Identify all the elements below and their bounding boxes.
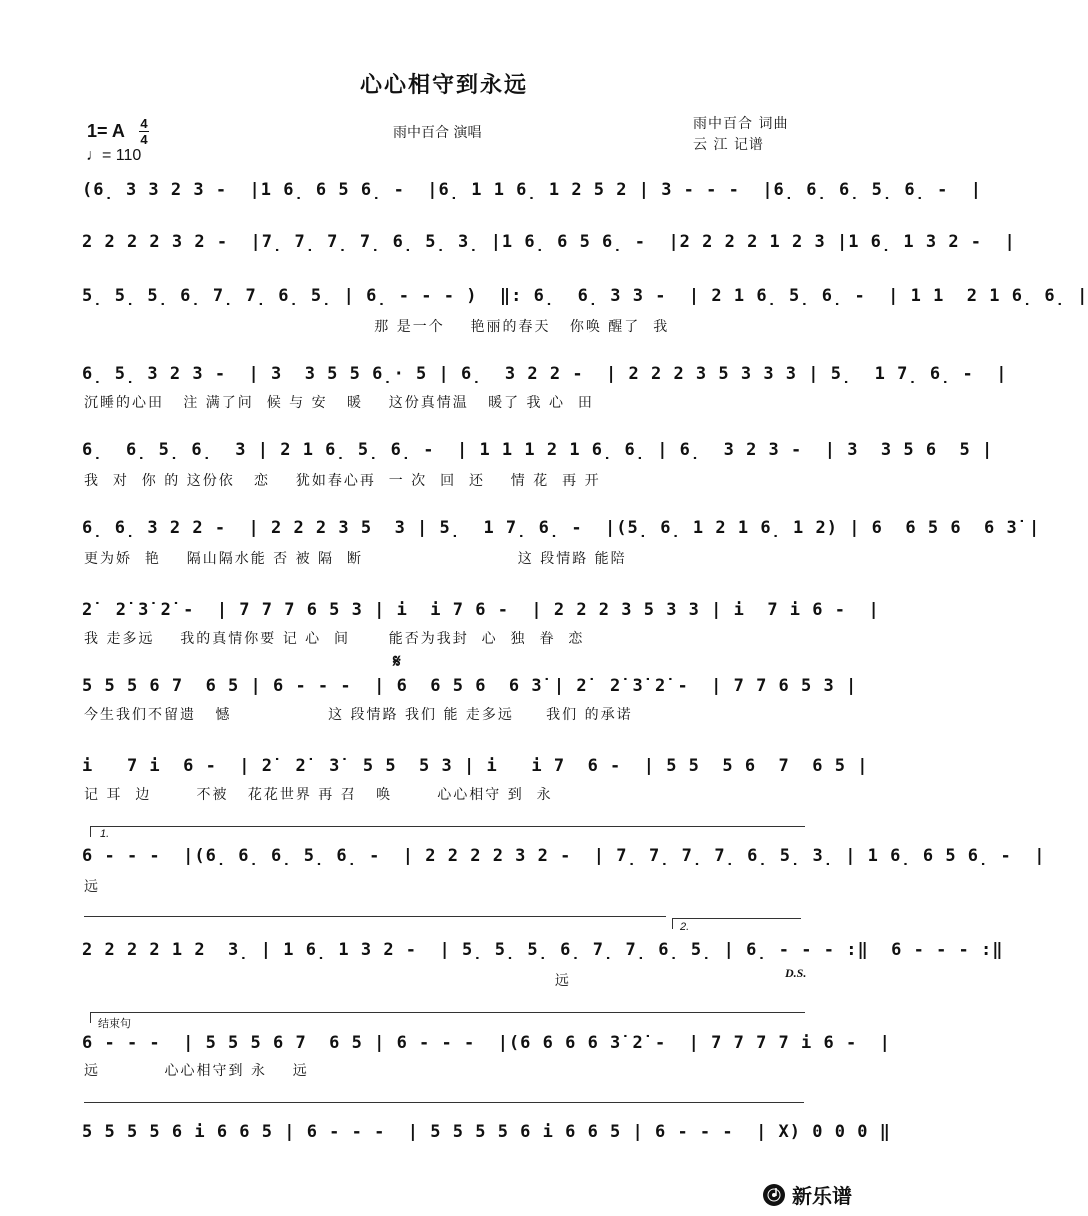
- dal-segno-marking: D.S.: [785, 966, 807, 980]
- notation-line-3: 5̣ 5̣ 5̣ 6̣ 7̣ 7̣ 6̣ 5̣ | 6̣ - - - ) ‖: 6̣ 6̣ 3 3 - | 2 1 6̣ 5̣ 6̣ - | 1 1 2 1 6̣ 6̣ |: [82, 286, 1088, 306]
- ending-phrase-bracket: [90, 1012, 805, 1023]
- transcriber-credit: 云 江 记谱: [693, 137, 764, 153]
- lyrics-line-11: 远: [84, 973, 571, 989]
- lyrics-line-12: 远 心心相守到 永 远: [84, 1063, 309, 1079]
- lyrics-line-5: 我 对 你 的 这份依 恋 犹如春心再 一 次 回 还 情 花 再 开: [84, 473, 601, 489]
- notation-line-10: 6 - - - |(6̣ 6̣ 6̣ 5̣ 6̣ - | 2 2 2 2 3 2 - | 7̣ 7̣ 7̣ 7̣ 6̣ 5̣ 3̣ | 1 6̣ 6 5 6̣ - |: [82, 846, 1046, 866]
- lyricist-composer-credit: 雨中百合 词曲: [693, 116, 789, 132]
- notation-line-1: (6̣ 3 3 2 3 - |1 6̣ 6 5 6̣ - |6̣ 1 1 6̣ 1 2 5 2 | 3 - - - |6̣ 6̣ 6̣ 5̣ 6̣ - |: [82, 180, 983, 200]
- song-title: 心心相守到永远: [359, 72, 528, 98]
- notation-line-4: 6̣ 5̣ 3 2 3 - | 3 3 5 5 6̣· 5 | 6̣ 3 2 2 - | 2 2 2 3 5 3 3 3 | 5̣ 1 7̣ 6̣ - |: [82, 364, 1008, 384]
- lyrics-line-8: 今生我们不留遗 憾 这 段情路 我们 能 走多远 我们 的承诺: [84, 707, 633, 723]
- lyrics-line-4: 沉睡的心田 注 满了问 候 与 安 暖 这份真情温 暖了 我 心 田: [84, 395, 594, 411]
- logo-text: 新乐谱: [792, 1184, 852, 1208]
- lyrics-line-10: 远: [84, 879, 100, 895]
- lyrics-line-9: 记 耳 边 不被 花花世界 再 召 唤 心心相守 到 永: [84, 787, 553, 803]
- tempo-marking: ♩= 110: [86, 147, 142, 164]
- notation-line-8: 5 5 5 6 7 6 5 | 6 - - - | 6 6 5 6 6 3̇ | 2̇ 2̇ 3̇ 2̇ - | 7 7 6 5 3 |: [82, 676, 858, 696]
- first-ending-label: 1.: [100, 828, 110, 840]
- notation-line-11: 2 2 2 2 1 2 3̣ | 1 6̣ 1 3 2 - | 5̣ 5̣ 5̣ 6̣ 7̣ 7̣ 6̣ 5̣ | 6̣ - - - :‖ 6 - - - :‖: [82, 940, 1004, 960]
- final-section-line: [84, 1102, 804, 1103]
- notation-line-7: 2̇ 2̇ 3̇ 2̇ - | 7 7 7 6 5 3 | i i 7 6 - | 2 2 2 3 5 3 3 | i 7 i 6 - |: [82, 600, 880, 620]
- music-disc-icon: [762, 1183, 786, 1207]
- notation-line-2: 2 2 2 2 3 2 - |7̣ 7̣ 7̣ 7̣ 6̣ 5̣ 3̣ |1 6̣ 6 5 6̣ - |2 2 2 2 1 2 3 |1 6̣ 1 3 2 - |: [82, 232, 1016, 252]
- notation-line-12: 6 - - - | 5 5 5 6 7 6 5 | 6 - - - |(6 6 6 6 3̇ 2̇ - | 7 7 7 7 i 6 - |: [82, 1033, 891, 1053]
- notation-line-5: 6̣ 6̣ 5̣ 6̣ 3 | 2 1 6̣ 5̣ 6̣ - | 1 1 1 2 1 6̣ 6̣ | 6̣ 3 2 3 - | 3 3 5 6 5 |: [82, 440, 994, 460]
- first-ending-bracket: [90, 826, 805, 837]
- key-signature: 1= A: [87, 121, 125, 141]
- notation-line-13: 5 5 5 5 6 i 6 6 5 | 6 - - - | 5 5 5 5 6 i 6 6 5 | 6 - - - | X) 0 0 0 ‖: [82, 1122, 891, 1142]
- second-ending-bracket: [672, 918, 801, 929]
- notation-line-9: i 7 i 6 - | 2̇ 2̇ 3̇ 5 5 5 3 | i i 7 6 - | 5 5 5 6 7 6 5 |: [82, 756, 869, 776]
- lyrics-line-3: 那 是一个 艳丽的春天 你唤 醒了 我: [84, 319, 670, 335]
- segno-sign: 𝄋: [393, 651, 401, 672]
- time-signature-top: 4: [140, 116, 148, 131]
- lyrics-line-7: 我 走多远 我的真情你要 记 心 间 能否为我封 心 独 眷 恋: [84, 631, 585, 647]
- notation-line-6: 6̣ 6̣ 3 2 2 - | 2 2 2 3 5 3 | 5̣ 1 7̣ 6̣ - |(5̣ 6̣ 1 2 1 6̣ 1 2) | 6 6 5 6 6 3̇ |: [82, 518, 1041, 538]
- time-signature-bottom: 4: [140, 132, 148, 147]
- time-signature: [139, 117, 149, 146]
- ending-phrase-label: 结束句: [98, 1018, 131, 1030]
- second-ending-label: 2.: [680, 921, 690, 933]
- site-logo: [762, 1180, 852, 1209]
- lyrics-line-6: 更为娇 艳 隔山隔水能 否 被 隔 断 这 段情路 能陪: [84, 551, 627, 567]
- first-ending-continuation: [84, 916, 666, 917]
- performer-credit: 雨中百合 演唱: [393, 125, 482, 141]
